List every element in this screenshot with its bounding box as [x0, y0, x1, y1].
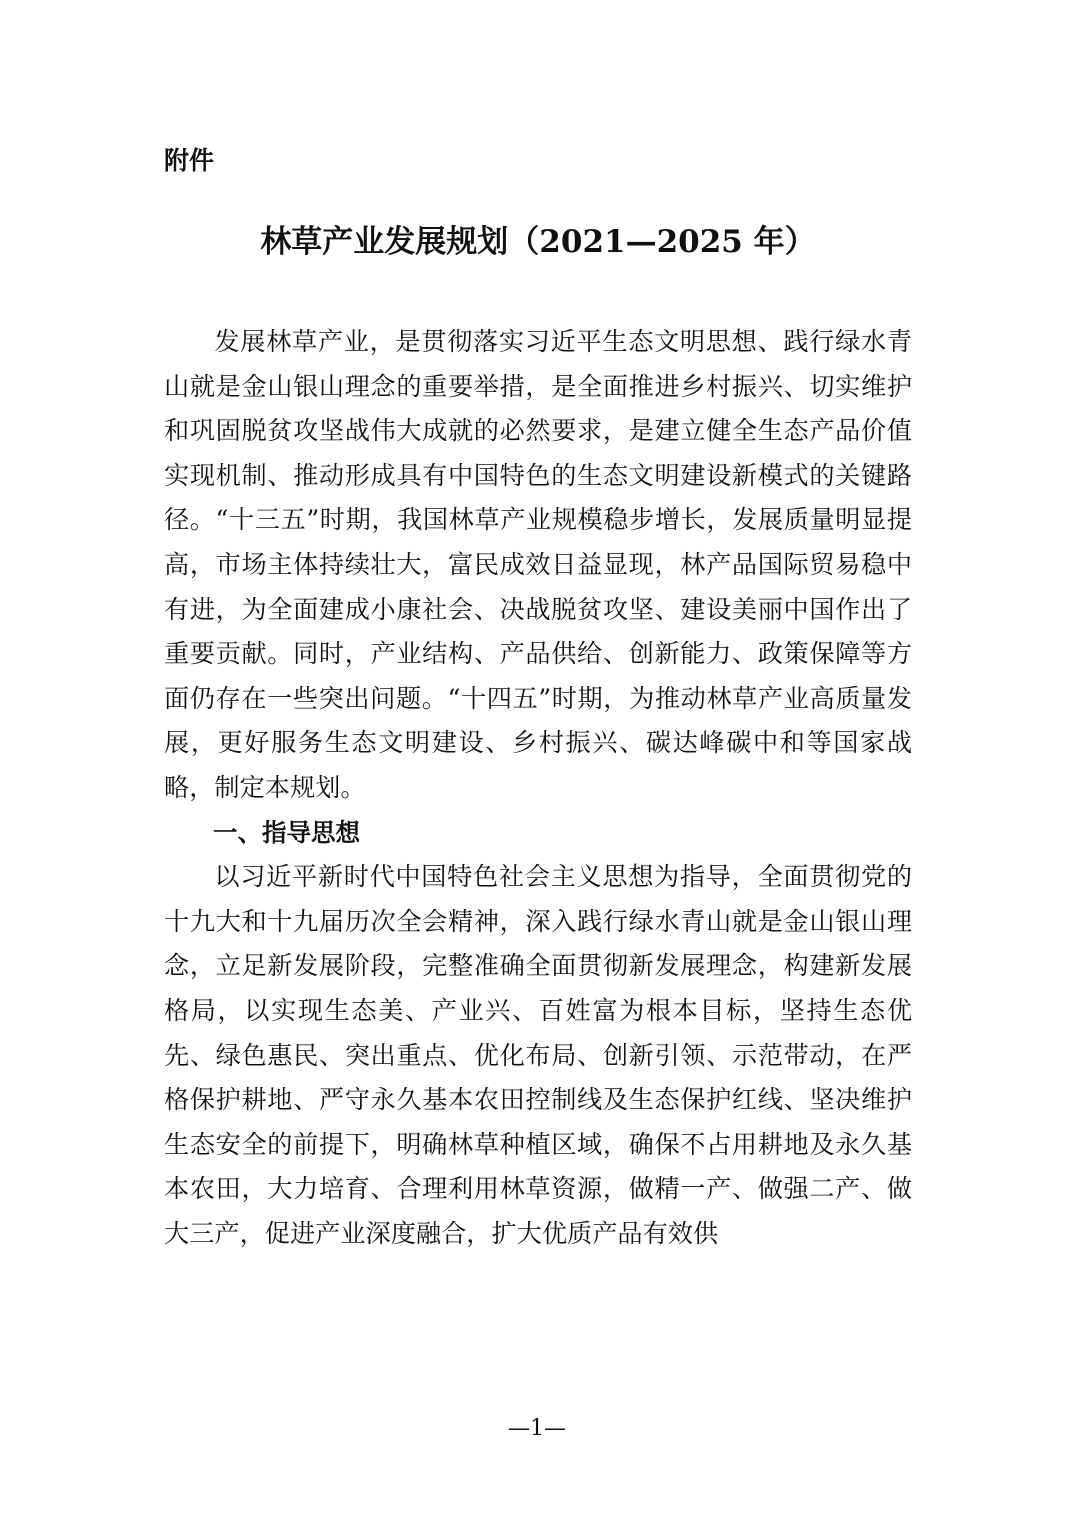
page-number: —1— [508, 1416, 566, 1441]
intro-paragraph: 发展林草产业，是贯彻落实习近平生态文明思想、践行绿水青山就是金山银山理念的重要举措，是全面推进乡村振兴、切实维护和巩固脱贫攻坚战伟大成就的必然要求，是建立健全生态产品价值实现机制、推动形成具有中国特色的生态文明建设新模式的关键路径。“十三五”时期，我国林草产业规模稳步增长，发展质量明显提高，市场主体持续壮大，富民成效日益显现，林产品国际贸易稳中有进，为全面建成小康社会、决战脱贫攻坚、建设美丽中国作出了重要贡献。同时，产业结构、产品供给、创新能力、政策保障等方面仍存在一些突出问题。“十四五”时期，为推动林草产业高质量发展，更好服务生态文明建设、乡村振兴、碳达峰碳中和等国家战略，制定本规划。 [164, 327, 912, 802]
attachment-label: 附件 [164, 146, 215, 175]
document-body [164, 320, 912, 1256]
document-title: 林草产业发展规划（2021—2025 年） [260, 224, 816, 260]
section-paragraph: 以习近平新时代中国特色社会主义思想为指导，全面贯彻党的十九大和十九届历次全会精神，深入践行绿水青山就是金山银山理念，立足新发展阶段，完整准确全面贯彻新发展理念，构建新发展格局，以实现生态美、产业兴、百姓富为根本目标，坚持生态优先、绿色惠民、突出重点、优化布局、创新引领、示范带动，在严格保护耕地、严守永久基本农田控制线及生态保护红线、坚决维护生态安全的前提下，明确林草种植区域，确保不占用耕地及永久基本农田，大力培育、合理利用林草资源，做精一产、做强二产、做大三产，促进产业深度融合，扩大优质产品有效供 [164, 862, 912, 1248]
section-heading: 一、指导思想 [213, 817, 360, 847]
